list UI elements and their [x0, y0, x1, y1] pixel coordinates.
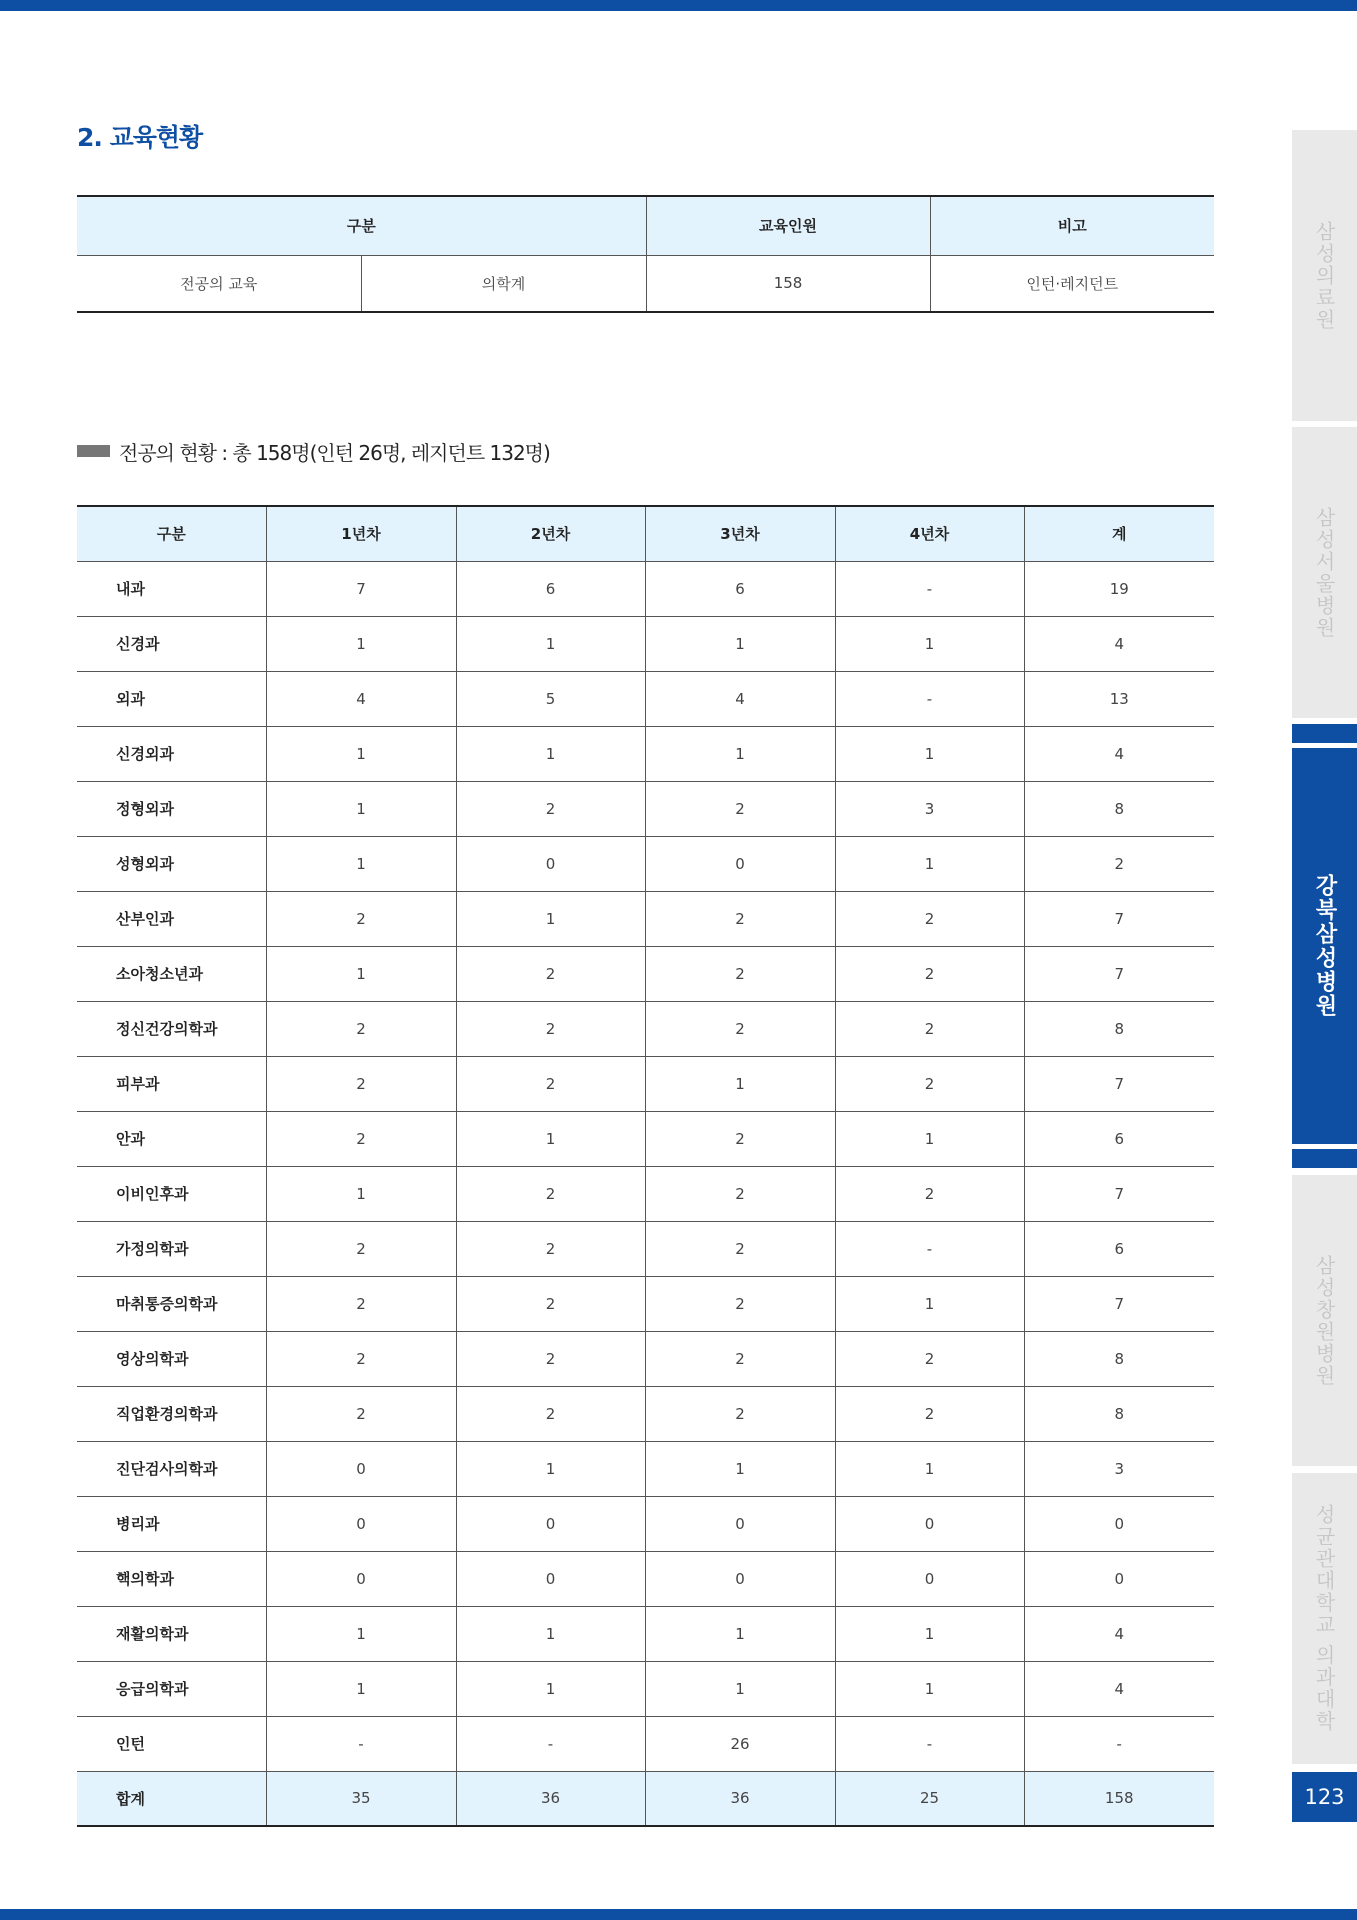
value-cell: 1	[456, 891, 645, 946]
value-cell: 0	[456, 836, 645, 891]
value-cell: 6	[645, 561, 835, 616]
value-cell: 2	[645, 1386, 835, 1441]
value-cell: -	[835, 1716, 1024, 1771]
value-cell: 0	[645, 1496, 835, 1551]
department-cell: 산부인과	[77, 891, 266, 946]
value-cell: 2	[645, 1276, 835, 1331]
total-value-cell: 35	[266, 1771, 456, 1826]
value-cell: 4	[645, 671, 835, 726]
table-row	[77, 946, 1214, 1001]
table-row	[77, 836, 1214, 891]
value-cell: 4	[1024, 1661, 1214, 1716]
section-title: 2. 교육현황	[77, 123, 203, 152]
value-cell: -	[835, 1221, 1024, 1276]
value-cell: 6	[456, 561, 645, 616]
value-cell: 0	[266, 1551, 456, 1606]
value-cell: 2	[266, 1056, 456, 1111]
total-value-cell: 158	[1024, 1771, 1214, 1826]
resident-status-text: 전공의 현황 : 총 158명(인턴 26명, 레지던트 132명)	[119, 440, 550, 465]
header-cell: 구분	[77, 506, 266, 561]
value-cell: 0	[1024, 1496, 1214, 1551]
value-cell: 2	[456, 781, 645, 836]
value-cell: 1	[266, 836, 456, 891]
table-row	[77, 1221, 1214, 1276]
department-cell: 핵의학과	[77, 1551, 266, 1606]
value-cell: 3	[1024, 1441, 1214, 1496]
table-row	[77, 726, 1214, 781]
active-tab-accent-top	[1292, 724, 1357, 743]
heading-marker-icon	[77, 445, 110, 457]
value-cell: 2	[456, 1386, 645, 1441]
table-row	[77, 781, 1214, 836]
header-cell: 4년차	[835, 506, 1024, 561]
value-cell: 2	[835, 1001, 1024, 1056]
table-header-row	[77, 506, 1214, 561]
value-cell: 7	[1024, 1056, 1214, 1111]
department-cell: 진단검사의학과	[77, 1441, 266, 1496]
value-cell: 2	[645, 1111, 835, 1166]
value-cell: 1	[645, 726, 835, 781]
value-cell: 2	[835, 1386, 1024, 1441]
value-cell: 1	[835, 1276, 1024, 1331]
value-cell: 2	[835, 891, 1024, 946]
resident-status-table	[77, 505, 1214, 1827]
value-cell: 0	[266, 1496, 456, 1551]
value-cell: 1	[645, 616, 835, 671]
department-cell: 내과	[77, 561, 266, 616]
table-header-row	[77, 196, 1214, 255]
value-cell: 8	[1024, 1001, 1214, 1056]
value-cell: 13	[1024, 671, 1214, 726]
value-cell: 1	[835, 1606, 1024, 1661]
value-cell: -	[456, 1716, 645, 1771]
value-cell: 1	[266, 616, 456, 671]
value-cell: 1	[645, 1606, 835, 1661]
total-value-cell: 25	[835, 1771, 1024, 1826]
value-cell: 1	[835, 836, 1024, 891]
table-row	[77, 255, 1214, 312]
value-cell: 5	[456, 671, 645, 726]
department-cell: 응급의학과	[77, 1661, 266, 1716]
total-value-cell: 36	[645, 1771, 835, 1826]
cell-field: 의학계	[361, 255, 646, 312]
table-row	[77, 1276, 1214, 1331]
header-cell: 계	[1024, 506, 1214, 561]
value-cell: 1	[645, 1441, 835, 1496]
value-cell: 26	[645, 1716, 835, 1771]
cell-note: 인턴·레지던트	[930, 255, 1214, 312]
value-cell: 4	[1024, 726, 1214, 781]
value-cell: 2	[266, 1111, 456, 1166]
department-cell: 재활의학과	[77, 1606, 266, 1661]
table-row	[77, 1661, 1214, 1716]
value-cell: 0	[1024, 1551, 1214, 1606]
value-cell: 1	[645, 1056, 835, 1111]
education-status-table	[77, 195, 1214, 313]
value-cell: 1	[456, 1661, 645, 1716]
value-cell: 7	[1024, 946, 1214, 1001]
value-cell: 2	[456, 1331, 645, 1386]
value-cell: 2	[456, 1276, 645, 1331]
value-cell: 1	[266, 726, 456, 781]
table-row	[77, 1551, 1214, 1606]
value-cell: 2	[835, 946, 1024, 1001]
total-row	[77, 1771, 1214, 1826]
header-cell: 3년차	[645, 506, 835, 561]
department-cell: 성형외과	[77, 836, 266, 891]
value-cell: 2	[266, 1001, 456, 1056]
side-tab-samsung-seoul-hospital[interactable]	[1292, 427, 1357, 718]
value-cell: 7	[1024, 1276, 1214, 1331]
department-cell: 소아청소년과	[77, 946, 266, 1001]
value-cell: 7	[1024, 891, 1214, 946]
value-cell: 1	[835, 1111, 1024, 1166]
side-tab-samsung-medical-center[interactable]	[1292, 130, 1357, 421]
value-cell: 2	[645, 781, 835, 836]
bottom-accent-bar	[0, 1909, 1357, 1920]
value-cell: 3	[835, 781, 1024, 836]
header-cell: 2년차	[456, 506, 645, 561]
table-row	[77, 561, 1214, 616]
value-cell: 0	[645, 836, 835, 891]
value-cell: 2	[835, 1331, 1024, 1386]
department-cell: 외과	[77, 671, 266, 726]
header-note: 비고	[930, 196, 1214, 255]
value-cell: 1	[456, 1606, 645, 1661]
top-accent-bar	[0, 0, 1357, 11]
value-cell: 2	[645, 1001, 835, 1056]
department-cell: 병리과	[77, 1496, 266, 1551]
value-cell: 8	[1024, 1386, 1214, 1441]
cell-program: 전공의 교육	[180, 274, 258, 293]
department-cell: 정신건강의학과	[77, 1001, 266, 1056]
value-cell: 0	[266, 1441, 456, 1496]
side-tab-samsung-changwon-hospital[interactable]	[1292, 1175, 1357, 1466]
table-row	[77, 1166, 1214, 1221]
table-row	[77, 1386, 1214, 1441]
value-cell: -	[266, 1716, 456, 1771]
value-cell: 1	[266, 1166, 456, 1221]
value-cell: 1	[835, 1661, 1024, 1716]
value-cell: 2	[456, 1056, 645, 1111]
active-tab-accent-bottom	[1292, 1149, 1357, 1168]
department-cell: 신경과	[77, 616, 266, 671]
value-cell: 1	[266, 1661, 456, 1716]
value-cell: 1	[835, 726, 1024, 781]
table-row	[77, 616, 1214, 671]
table-row	[77, 1056, 1214, 1111]
value-cell: 7	[266, 561, 456, 616]
cell-count: 158	[646, 255, 930, 312]
department-cell: 가정의학과	[77, 1221, 266, 1276]
table-row	[77, 1111, 1214, 1166]
value-cell: 0	[456, 1496, 645, 1551]
value-cell: -	[835, 561, 1024, 616]
value-cell: 1	[456, 1441, 645, 1496]
side-tab-kangbuk-samsung-hospital[interactable]	[1292, 748, 1357, 1144]
total-value-cell: 36	[456, 1771, 645, 1826]
department-cell: 직업환경의학과	[77, 1386, 266, 1441]
value-cell: 6	[1024, 1111, 1214, 1166]
value-cell: 2	[645, 1221, 835, 1276]
department-cell: 신경외과	[77, 726, 266, 781]
side-tab-skku-medicine[interactable]	[1292, 1473, 1357, 1764]
table-row	[77, 1716, 1214, 1771]
page-number: 123	[1292, 1772, 1357, 1822]
table-row	[77, 671, 1214, 726]
value-cell: 1	[456, 616, 645, 671]
value-cell: 1	[266, 946, 456, 1001]
value-cell: 8	[1024, 1331, 1214, 1386]
department-cell: 안과	[77, 1111, 266, 1166]
table-row	[77, 891, 1214, 946]
side-tab-label: 삼성서울병원	[1312, 506, 1336, 639]
value-cell: 2	[266, 1276, 456, 1331]
table-row	[77, 1001, 1214, 1056]
value-cell: 0	[835, 1496, 1024, 1551]
value-cell: -	[835, 671, 1024, 726]
table-row	[77, 1606, 1214, 1661]
value-cell: 2	[645, 1331, 835, 1386]
value-cell: 0	[645, 1551, 835, 1606]
value-cell: 8	[1024, 781, 1214, 836]
value-cell: 1	[266, 781, 456, 836]
value-cell: 2	[645, 1166, 835, 1221]
department-cell: 마취통증의학과	[77, 1276, 266, 1331]
value-cell: 4	[1024, 1606, 1214, 1661]
value-cell: 6	[1024, 1221, 1214, 1276]
value-cell: 0	[456, 1551, 645, 1606]
value-cell: 2	[645, 946, 835, 1001]
header-trainees: 교육인원	[646, 196, 930, 255]
value-cell: 1	[266, 1606, 456, 1661]
value-cell: 1	[835, 1441, 1024, 1496]
table-row	[77, 1441, 1214, 1496]
value-cell: 2	[266, 1331, 456, 1386]
value-cell: 2	[266, 1386, 456, 1441]
value-cell: 0	[835, 1551, 1024, 1606]
value-cell: 2	[266, 891, 456, 946]
value-cell: 2	[835, 1056, 1024, 1111]
value-cell: 2	[835, 1166, 1024, 1221]
value-cell: 4	[266, 671, 456, 726]
value-cell: 1	[645, 1661, 835, 1716]
value-cell: 2	[456, 1001, 645, 1056]
value-cell: 1	[456, 1111, 645, 1166]
value-cell: 2	[645, 891, 835, 946]
header-cell: 1년차	[266, 506, 456, 561]
total-label-cell: 합계	[77, 1771, 266, 1826]
value-cell: 19	[1024, 561, 1214, 616]
department-cell: 정형외과	[77, 781, 266, 836]
resident-status-heading	[77, 436, 550, 466]
value-cell: 7	[1024, 1166, 1214, 1221]
value-cell: -	[1024, 1716, 1214, 1771]
value-cell: 2	[456, 1221, 645, 1276]
value-cell: 2	[1024, 836, 1214, 891]
value-cell: 4	[1024, 616, 1214, 671]
value-cell: 2	[456, 946, 645, 1001]
side-tab-label: 성균관대학교 의과대학	[1312, 1504, 1336, 1733]
table-row	[77, 1496, 1214, 1551]
side-tab-label: 강북삼성병원	[1312, 874, 1337, 1018]
value-cell: 2	[456, 1166, 645, 1221]
side-tab-label: 삼성의료원	[1312, 220, 1336, 331]
department-cell: 피부과	[77, 1056, 266, 1111]
value-cell: 1	[456, 726, 645, 781]
department-cell: 이비인후과	[77, 1166, 266, 1221]
department-cell: 영상의학과	[77, 1331, 266, 1386]
side-tab-label: 삼성창원병원	[1312, 1254, 1336, 1387]
table-row	[77, 1331, 1214, 1386]
department-cell: 인턴	[77, 1716, 266, 1771]
value-cell: 2	[266, 1221, 456, 1276]
value-cell: 1	[835, 616, 1024, 671]
header-category: 구분	[77, 196, 646, 255]
